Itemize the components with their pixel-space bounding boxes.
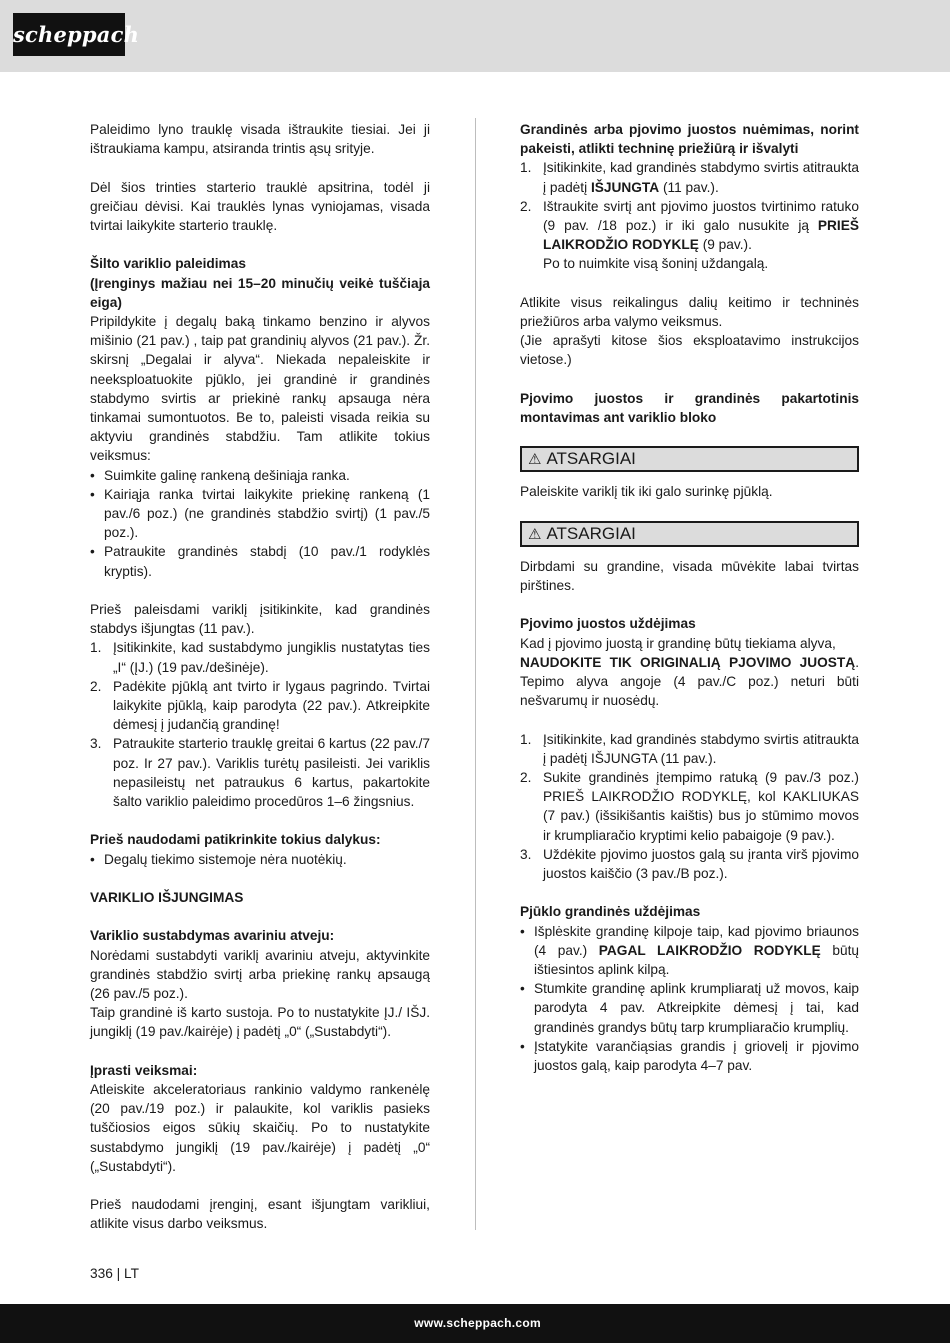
list-item: 1. Įsitikinkite, kad sustabdymo jungiklis nustatytas ties „I“ (ĮJ.) (19 pav./dešinėje). bbox=[90, 640, 430, 675]
paragraph: Dėl šios trinties starterio trauklė apsitrina, todėl ji greičiau dėvisi. Kai trauklės lynas vyniojamas, visada tvirtai laikykite starterio trauklę. bbox=[90, 179, 430, 233]
paragraph: Dirbdami su grandine, visada mūvėkite labai tvirtas pirštines. bbox=[520, 558, 859, 593]
bullet-list bbox=[90, 466, 430, 581]
paragraph: Prieš naudodami įrenginį, esant išjungtam varikliui, atlikite visus darbo veiksmus. bbox=[90, 1197, 430, 1232]
list-item: • Įstatykite varančiąsias grandis į griovelį ir pjovimo juostos galą, kaip parodyta 4–7 pav. bbox=[520, 1038, 859, 1074]
list-item: • Degalų tiekimo sistemoje nėra nuotėkių. bbox=[90, 851, 347, 867]
caution-box: ⚠ ATSARGIAI bbox=[520, 521, 859, 547]
list-item: 2. Sukite grandinės įtempimo ratuką (9 pav./3 poz.) PRIEŠ LAIKRODŽIO RODYKLĘ, kol KAKLIUKAS (7 pav.) (išsikišantis kaištis) bus jo stūmimo movos ir krumpliaračio kryptimi kelio pabaigoje (9 pav.). bbox=[520, 770, 859, 843]
paragraph: Taip grandinė iš karto sustoja. Po to nustatykite ĮJ./ IŠJ. jungiklį (19 pav./kairėje) į padėtį „0“ („Sustabdyti“). bbox=[90, 1005, 430, 1040]
paragraph: Kad į pjovimo juostą ir grandinę būtų tiekiama alyva, NAUDOKITE TIK ORIGINALIĄ PJOVIMO JUOSTĄ. Tepimo alyva angoje (4 pav./C poz.) neturi būti nešvarumų ir nuosėdų. bbox=[520, 635, 859, 709]
list-item: • Patraukite grandinės stabdį (10 pav./1 rodyklės kryptis). bbox=[90, 544, 430, 579]
paragraph: Prieš paleisdami variklį įsitikinkite, kad grandinės stabdys išjungtas (11 pav.). bbox=[90, 602, 430, 637]
footer-bar bbox=[0, 1304, 950, 1343]
section-heading: VARIKLIO IŠJUNGIMAS bbox=[90, 890, 244, 906]
list-item: • Stumkite grandinę aplink krumpliaratį už movos, kaip parodyta 4 pav. Atkreipkite dėmesį į tai, kad grandinės grandys būtų tarp krumpliaračio krumplių. bbox=[520, 981, 859, 1035]
list-item: 3. Uždėkite pjovimo juostos galą su įranta virš pjovimo juostos kaiščio (3 pav./B poz.). bbox=[520, 846, 859, 882]
warning-triangle-icon: ⚠ bbox=[528, 451, 542, 469]
paragraph: Pripildykite į degalų baką tinkamo benzino ir alyvos mišinio (21 pav.) , taip pat grandinių alyvos (21 pav.). Žr. skirsnį „Degalai ir alyva“. Niekada nepaleiskite ir neeksploatuokite pjūklo, jei grandinė ir grandinės stabdymo svirtis ar priekinė rankų apsauga nėra tinkamai sumontuotos. Be to, paleisti visada reikia su aktyviu grandinės stabdžiu. Tam atlikite tokius veiksmus: bbox=[90, 314, 430, 464]
list-item: 3. Patraukite starterio trauklę greitai 6 kartus (22 pav./7 poz. Ir 27 pav.). Variklis turėtų pasileisti. Jei variklis nepasileistų net patraukus 6 kartus, pakartokite šalto variklio paleidimo procedūros 1–6 žingsnius. bbox=[90, 736, 430, 810]
paragraph: Atlikite visus reikalingus dalių keitimo ir techninės priežiūros arba valymo veiksmus. bbox=[520, 294, 859, 330]
list-item: • Suimkite galinę rankeną dešiniąja ranka. bbox=[90, 467, 350, 483]
page-number: 336 | LT bbox=[90, 1266, 139, 1281]
list-item: • Išplėskite grandinę kilpoje taip, kad pjovimo briaunos (4 pav.) PAGAL LAIKRODŽIO RODYKLĘ būtų ištiesintos aplink kilpą. bbox=[520, 923, 859, 978]
bullet-list bbox=[520, 922, 859, 1076]
numbered-list bbox=[90, 638, 430, 811]
paragraph: Paleiskite variklį tik iki galo surinkę pjūklą. bbox=[520, 484, 773, 500]
section-heading: Pjovimo juostos uždėjimas bbox=[520, 616, 696, 632]
section-heading: Įprasti veiksmai: bbox=[90, 1062, 198, 1078]
header-bar bbox=[0, 0, 950, 72]
right-column bbox=[520, 120, 859, 1075]
brand-logo: scheppach bbox=[13, 13, 125, 56]
paragraph: Atleiskite akceleratoriaus rankinio valdymo rankenėlę (20 pav./19 poz.) ir palaukite, kol variklis pasieks tuščiosios eigos sūkių skaičių. Po to nustatykite sustabdymo jungiklį (19 pav./kairėje) į padėtį „0“ („Sustabdyti“). bbox=[90, 1082, 430, 1174]
section-heading: Grandinės arba pjovimo juostos nuėmimas, norint pakeisti, atlikti techninę priežiūrą ir išvalyti bbox=[520, 122, 859, 157]
paragraph: Paleidimo lyno trauklę visada ištraukite tiesiai. Jei ji ištraukiama kampu, atsiranda trintis ąsų srityje. bbox=[90, 122, 430, 157]
section-heading: Šilto variklio paleidimas bbox=[90, 256, 246, 272]
column-divider bbox=[475, 118, 476, 1230]
bullet-list bbox=[90, 850, 430, 869]
list-item: 2. Ištraukite svirtį ant pjovimo juostos tvirtinimo ratuko (9 pav. /18 poz.) ir iki galo nusukite ją PRIEŠ LAIKRODŽIO RODYKLĘ (9 pav.). Po to nuimkite visą šoninį uždangalą. bbox=[520, 198, 859, 272]
paragraph: Norėdami sustabdyti variklį avariniu atveju, aktyvinkite grandinės stabdžio svirtį arba priekinę rankų apsaugą (26 pav./5 poz.). bbox=[90, 947, 430, 1002]
list-item: • Kairiąja ranka tvirtai laikykite priekinę rankeną (1 pav./6 poz.) (ne grandinės stabdžio svirtį) (1 pav./5 poz.). bbox=[90, 486, 430, 541]
list-item: 2. Padėkite pjūklą ant tvirto ir lygaus pagrindo. Tvirtai laikykite pjūklą, kaip parodyta (22 pav.). Atkreipkite dėmesį į judančią grandinę! bbox=[90, 678, 430, 733]
list-item: 1. Įsitikinkite, kad grandinės stabdymo svirtis atitraukta į padėtį IŠJUNGTA (11 pav.). bbox=[520, 731, 859, 766]
numbered-list bbox=[520, 730, 859, 884]
section-heading: Pjovimo juostos ir grandinės pakartotinis montavimas ant variklio bloko bbox=[520, 390, 859, 426]
numbered-list bbox=[520, 158, 859, 273]
section-heading: Variklio sustabdymas avariniu atveju: bbox=[90, 928, 335, 944]
warning-triangle-icon: ⚠ bbox=[528, 525, 542, 543]
section-subheading: (Įrenginys mažiau nei 15–20 minučių veikė tuščiaja eiga) bbox=[90, 275, 430, 310]
section-heading: Pjūklo grandinės uždėjimas bbox=[520, 904, 701, 920]
left-column bbox=[90, 120, 430, 1234]
list-item: 1. Įsitikinkite, kad grandinės stabdymo svirtis atitraukta į padėtį IŠJUNGTA (11 pav.). bbox=[520, 160, 859, 195]
caution-box: ⚠ ATSARGIAI bbox=[520, 446, 859, 472]
paragraph: (Jie aprašyti kitose šios eksploatavimo instrukcijos vietose.) bbox=[520, 333, 859, 368]
section-heading: Prieš naudodami patikrinkite tokius dalykus: bbox=[90, 832, 381, 848]
website-link[interactable]: www.scheppach.com bbox=[414, 1316, 541, 1330]
